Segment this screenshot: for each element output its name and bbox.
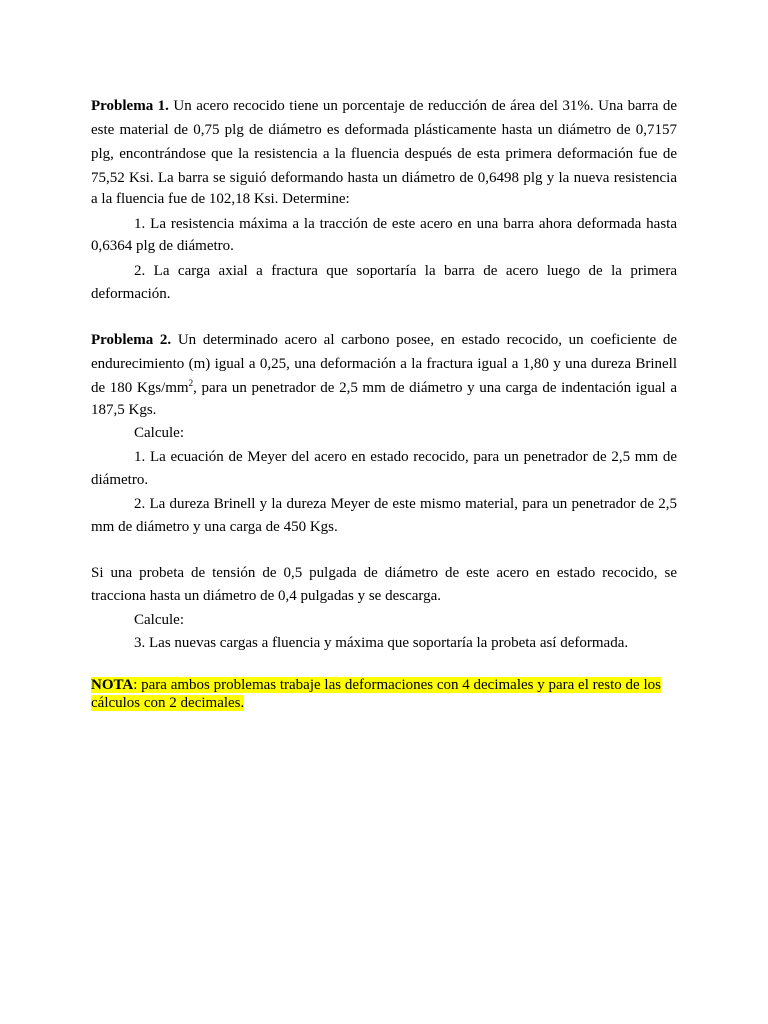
problema1-item-1-cont: 0,6364 plg de diámetro. — [91, 238, 234, 254]
problema1-line-5: a la fluencia fue de 102,18 Ksi. Determine: — [91, 191, 350, 207]
problema2-item-1: 1. La ecuación de Meyer del acero en estado recocido, para un penetrador de 2,5 mm de — [134, 449, 677, 465]
problema2-item-2: 2. La dureza Brinell y la dureza Meyer de este mismo material, para un penetrador de 2,5 — [134, 496, 677, 512]
problema1-line-1: Problema 1. Un acero recocido tiene un porcentaje de reducción de área del 31%. Una barra de — [91, 98, 678, 114]
problema1-line-4: 75,52 Ksi. La barra se siguió deformando hasta un diámetro de 0,6498 plg y la nueva resistencia — [91, 170, 677, 186]
problema2-line-4: 187,5 Kgs. — [91, 402, 157, 418]
problema1-item-2-cont: deformación. — [91, 286, 171, 302]
problema1-item-2: 2. La carga axial a fractura que soportaría la barra de acero luego de la primera — [134, 263, 677, 279]
problema2-line-3: de 180 Kgs/$mm^2$, para un penetrador de 2,5 mm de diámetro y una carga de indentación igual a — [91, 378, 677, 396]
probeta-calcule: Calcule: — [134, 612, 184, 628]
nota-line-1: NOTA: para ambos problemas trabaje las deformaciones con 4 decimales y para el resto de los — [91, 677, 661, 693]
problema2-calcule: Calcule: — [134, 425, 184, 441]
superscript-2: 2 — [188, 378, 194, 388]
problema1-item-1: 1. La resistencia máxima a la tracción de este acero en una barra ahora deformada hasta — [134, 216, 677, 232]
probeta-line-1: Si una probeta de tensión de 0,5 pulgada de diámetro de este acero en estado recocido, se — [91, 565, 677, 581]
problema2-heading: Problema 2. — [91, 332, 172, 348]
problema2-line-1: Problema 2. Un determinado acero al carbono posee, en estado recocido, un coeficiente de — [91, 332, 677, 348]
nota-line-2: cálculos con 2 decimales. — [91, 695, 245, 711]
probeta-line-2: tracciona hasta un diámetro de 0,4 pulgadas y se descarga. — [91, 588, 442, 604]
problema1-heading: Problema 1. — [91, 98, 169, 114]
problema1-line-3: plg, encontrándose que la resistencia a la fluencia después de esta primera deformación fue de — [91, 146, 677, 162]
nota-label: NOTA — [91, 677, 134, 693]
problema2-line-2: endurecimiento (m) igual a 0,25, una deformación a la fractura igual a 1,80 y una dureza Brinell — [91, 356, 677, 372]
problema2-item-2-cont: mm de diámetro y una carga de 450 Kgs. — [91, 519, 338, 535]
problema1-line-2: este material de 0,75 plg de diámetro es deformada plásticamente hasta un diámetro de 0,7157 — [91, 122, 677, 138]
probeta-item-3: 3. Las nuevas cargas a fluencia y máxima que soportaría la probeta así deformada. — [134, 635, 629, 651]
problema2-item-1-cont: diámetro. — [91, 472, 149, 488]
